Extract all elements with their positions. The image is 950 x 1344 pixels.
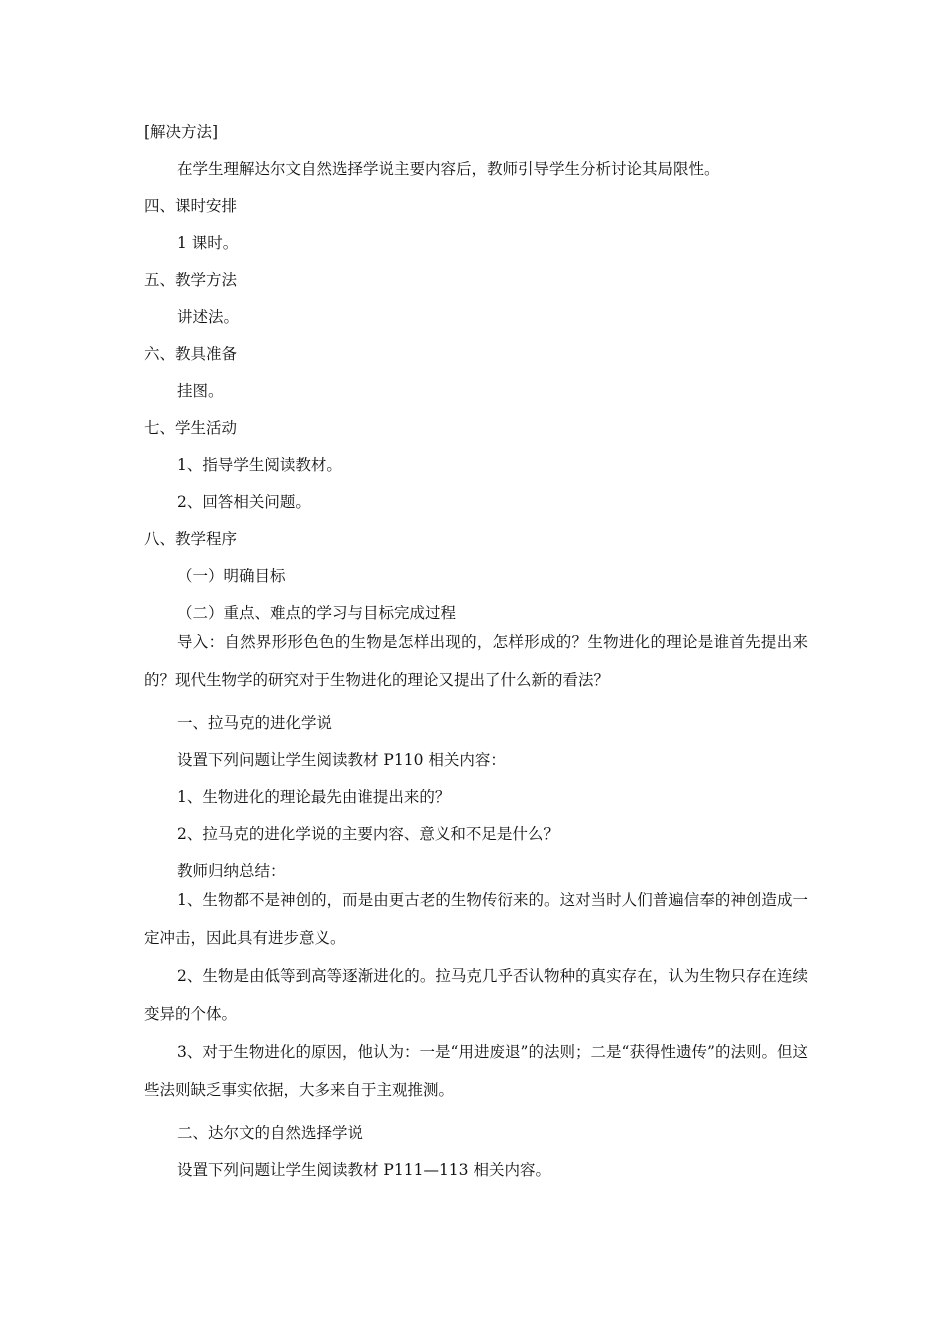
section-heading-procedure: 八、教学程序 <box>144 530 238 548</box>
list-item: 2、回答相关问题。 <box>177 493 311 511</box>
section-heading-method: 五、教学方法 <box>144 271 238 289</box>
paragraph: 设置下列问题让学生阅读教材 P111—113 相关内容。 <box>177 1161 551 1179</box>
paragraph: 讲述法。 <box>177 308 240 326</box>
list-item: 1、指导学生阅读教材。 <box>177 456 342 474</box>
list-item-wrapped: 1、生物都不是神创的，而是由更古老的生物传衍来的。这对当时人们普遍信奉的神创造成一定冲击，因此具有进步意义。 <box>144 891 808 947</box>
section-heading-activities: 七、学生活动 <box>144 419 238 437</box>
section-heading-solution: [解决方法] <box>144 123 219 141</box>
section-heading-schedule: 四、课时安排 <box>144 197 238 215</box>
paragraph: 设置下列问题让学生阅读教材 P110 相关内容： <box>177 751 506 769</box>
section-heading-materials: 六、教具准备 <box>144 345 238 363</box>
paragraph: 教师归纳总结： <box>177 862 286 880</box>
list-item-wrapped: 2、生物是由低等到高等逐渐进化的。拉马克几乎否认物种的真实存在，认为生物只存在连续变异的个体。 <box>144 967 808 1023</box>
paragraph-intro: 导入：自然界形形色色的生物是怎样出现的，怎样形成的？生物进化的理论是谁首先提出来的？现代生物学的研究对于生物进化的理论又提出了什么新的看法？ <box>144 633 808 689</box>
subsection-heading: （一）明确目标 <box>177 567 286 585</box>
subsection-heading: （二）重点、难点的学习与目标完成过程 <box>177 604 457 622</box>
list-item-wrapped: 3、对于生物进化的原因，他认为：一是“用进废退”的法则；二是“获得性遗传”的法则。但这些法则缺乏事实依据，大多来自于主观推测。 <box>144 1043 808 1099</box>
paragraph: 在学生理解达尔文自然选择学说主要内容后，教师引导学生分析讨论其局限性。 <box>177 160 720 178</box>
document-body <box>144 122 808 1180</box>
list-item: 2、拉马克的进化学说的主要内容、意义和不足是什么？ <box>177 825 559 843</box>
paragraph: 挂图。 <box>177 382 224 400</box>
list-item: 1、生物进化的理论最先由谁提出来的？ <box>177 788 451 806</box>
subsection-heading-lamarck: 一、拉马克的进化学说 <box>177 714 333 732</box>
paragraph: 1 课时。 <box>177 234 239 252</box>
subsection-heading-darwin: 二、达尔文的自然选择学说 <box>177 1124 364 1142</box>
